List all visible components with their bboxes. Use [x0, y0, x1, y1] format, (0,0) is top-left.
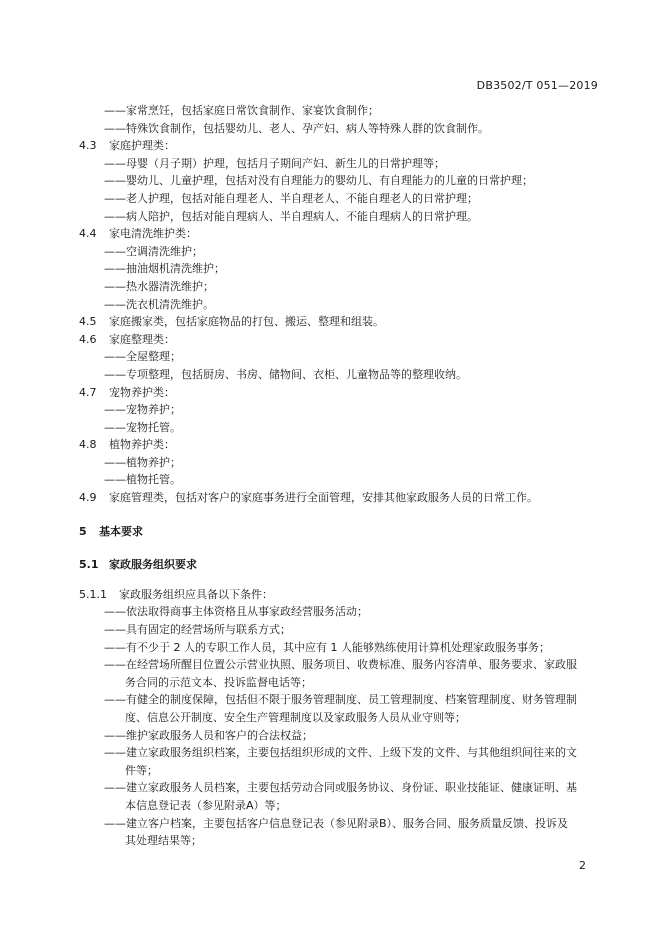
section-4-7-heading: 4.7 宠物养护类：	[79, 385, 175, 399]
list-item: ——依法取得商事主体资格且从事家政经营服务活动；	[104, 605, 368, 619]
list-item: ——具有固定的经营场所与联系方式；	[104, 623, 291, 637]
list-item-continuation: 度、信息公开制度、安全生产管理制度以及家政服务人员从业守则等；	[125, 711, 466, 724]
list-item: ——有不少于 2 人的专职工作人员，其中应有 1 人能够熟练使用计算机处理家政服务事务；	[104, 640, 550, 654]
list-item: ——建立家政服务组织档案，主要包括组织形成的文件、上级下发的文件、与其他组织间往来的文	[104, 746, 577, 760]
document-code-header: DB3502/T 051—2019	[476, 79, 598, 92]
document-body	[79, 102, 604, 850]
list-item: ——老人护理，包括对能自理老人、半自理老人、不能自理老人的日常护理；	[104, 191, 478, 205]
list-item: ——空调清洗维护；	[104, 244, 203, 258]
list-item-continuation: 件等；	[125, 763, 158, 777]
section-4-5-heading: 4.5 家庭搬家类，包括家庭物品的打包、搬运、整理和组装。	[79, 315, 384, 329]
section-4-9-heading: 4.9 家庭管理类，包括对客户的家庭事务进行全面管理，安排其他家政服务人员的日常工作。	[79, 491, 538, 505]
list-item: ——专项整理，包括厨房、书房、储物间、衣柜、儿童物品等的整理收纳。	[104, 367, 467, 381]
list-item: ——宠物养护；	[104, 403, 181, 417]
list-item: ——植物养护；	[104, 455, 181, 469]
list-item: ——特殊饮食制作，包括婴幼儿、老人、孕产妇、病人等特殊人群的饮食制作。	[104, 121, 489, 135]
section-4-6-heading: 4.6 家庭整理类：	[79, 332, 175, 346]
list-item: ——在经营场所醒目位置公示营业执照、服务项目、收费标准、服务内容清单、服务要求、家政服	[104, 658, 577, 672]
list-item: ——家常烹饪，包括家庭日常饮食制作、家宴饮食制作；	[104, 104, 379, 117]
list-item: ——植物托管。	[104, 473, 181, 487]
section-4-4-heading: 4.4 家电清洗维护类：	[79, 227, 197, 241]
list-item-continuation: 其处理结果等；	[125, 834, 202, 848]
section-5-1-1-heading: 5.1.1 家政服务组织应具备以下条件：	[79, 587, 273, 601]
section-4-3-heading: 4.3 家庭护理类：	[79, 139, 175, 153]
list-item: ——热水器清洗维护；	[104, 279, 214, 293]
list-item: ——有健全的制度保障，包括但不限于服务管理制度、员工管理制度、档案管理制度、财务管理制	[104, 693, 577, 707]
list-item: ——病人陪护，包括对能自理病人、半自理病人、不能自理病人的日常护理。	[104, 209, 478, 223]
list-item: ——维护家政服务人员和客户的合法权益；	[104, 728, 313, 742]
list-item-continuation: 务合同的示范文本、投诉监督电话等；	[125, 675, 312, 689]
list-item: ——建立客户档案，主要包括客户信息登记表（参见附录B）、服务合同、服务质量反馈、投诉及	[104, 816, 569, 830]
page-number: 2	[579, 859, 586, 872]
list-item: ——全屋整理；	[104, 350, 181, 364]
list-item: ——建立家政服务人员档案，主要包括劳动合同或服务协议、身份证、职业技能证、健康证明、基	[104, 781, 577, 795]
list-item-continuation: 本信息登记表（参见附录A）等；	[125, 798, 287, 812]
section-5-1-heading: 5.1 家政服务组织要求	[79, 558, 197, 572]
section-4-8-heading: 4.8 植物养护类：	[79, 438, 175, 452]
list-item: ——抽油烟机清洗维护；	[104, 262, 225, 276]
list-item: ——洗衣机清洗维护。	[104, 297, 214, 311]
list-item: ——婴幼儿、儿童护理，包括对没有自理能力的婴幼儿、有自理能力的儿童的日常护理；	[104, 174, 533, 188]
list-item: ——母婴（月子期）护理，包括月子期间产妇、新生儿的日常护理等；	[104, 156, 445, 170]
list-item: ——宠物托管。	[104, 420, 181, 434]
section-5-heading: 5 基本要求	[79, 524, 143, 538]
